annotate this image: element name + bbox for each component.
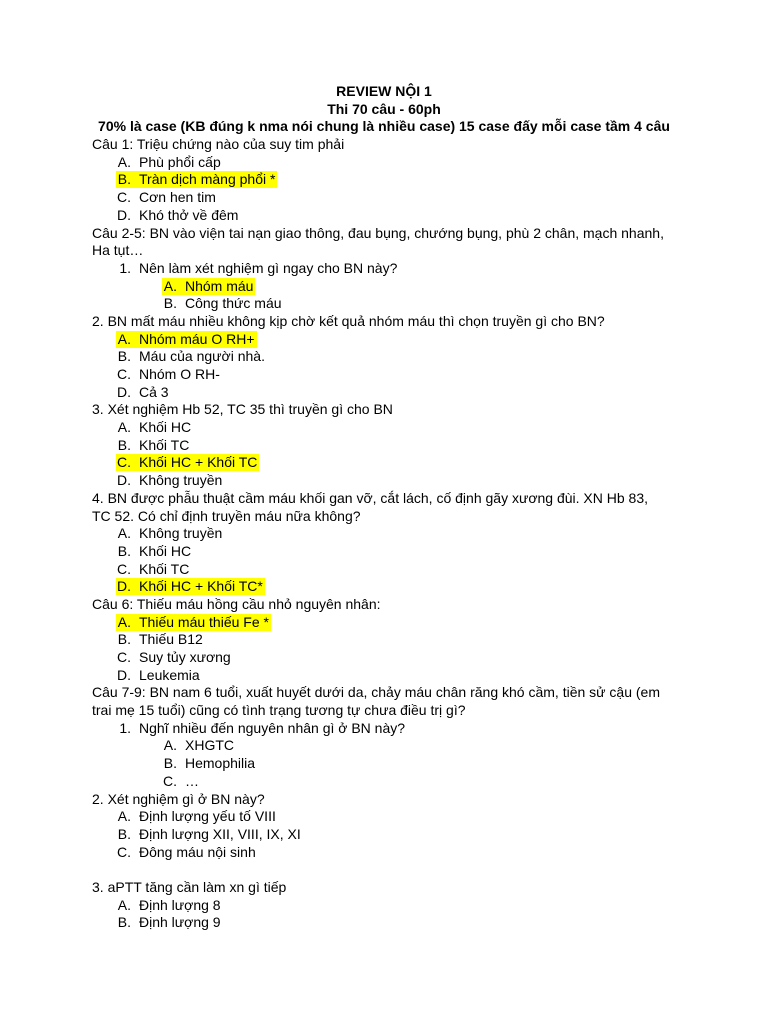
option-marker: C. <box>117 454 131 471</box>
answer-option-highlighted <box>0 278 768 296</box>
question-text: Câu 6: Thiếu máu hồng cầu nhỏ nguyên nhân: <box>92 595 381 612</box>
option-text: Tràn dịch màng phổi * <box>139 171 276 188</box>
answer-option <box>0 437 768 455</box>
option-marker: C. <box>117 560 131 577</box>
option-text: Định lượng 9 <box>139 914 221 931</box>
option-marker: D. <box>117 383 131 400</box>
option-text: Phù phổi cấp <box>139 153 221 170</box>
answer-option <box>0 419 768 437</box>
option-marker: A. <box>163 277 177 294</box>
answer-option <box>0 649 768 667</box>
option-marker: 1. <box>119 719 131 736</box>
option-marker: A. <box>117 153 131 170</box>
question-text: TC 52. Có chỉ định truyền máu nữa không? <box>92 507 361 524</box>
option-text: Định lượng XII, VIII, IX, XI <box>139 825 301 842</box>
answer-option <box>0 384 768 402</box>
option-marker: B. <box>117 348 131 365</box>
option-text: Công thức máu <box>185 295 282 312</box>
option-text: Thiếu B12 <box>139 631 203 648</box>
answer-option <box>0 897 768 915</box>
option-marker: B. <box>163 295 177 312</box>
answer-option <box>0 755 768 773</box>
answer-option <box>0 826 768 844</box>
question-list <box>0 136 768 932</box>
option-marker: D. <box>117 206 131 223</box>
option-text: Khối TC <box>139 436 190 453</box>
question-text: 3. Xét nghiệm Hb 52, TC 35 thì truyền gì cho BN <box>92 401 393 418</box>
question-text: 3. aPTT tăng cần làm xn gì tiếp <box>92 878 287 895</box>
option-text: XHGTC <box>185 737 234 754</box>
option-text: Nghĩ nhiều đến nguyên nhân gì ở BN này? <box>139 719 406 736</box>
answer-option-highlighted <box>0 331 768 349</box>
option-marker: 1. <box>119 259 131 276</box>
question-text: Câu 7-9: BN nam 6 tuổi, xuất huyết dưới da, chảy máu chân răng khó cầm, tiền sử cậu (em <box>92 684 660 701</box>
answer-option <box>0 844 768 862</box>
option-text: Hemophilia <box>185 755 256 772</box>
answer-option <box>0 914 768 932</box>
document-title: REVIEW NỘI 1 <box>336 83 432 99</box>
option-text: Khối HC + Khối TC <box>139 454 258 471</box>
answer-option <box>0 154 768 172</box>
option-text: Khối HC + Khối TC* <box>139 578 263 595</box>
document-note: 70% là case (KB đúng k nma nói chung là nhiều case) 15 case đấy mỗi case tầm 4 câu <box>98 118 670 135</box>
question-text: 2. Xét nghiệm gì ở BN này? <box>92 790 265 807</box>
answer-option <box>0 773 768 791</box>
question-text: 2. BN mất máu nhiều không kịp chờ kết quả nhóm máu thì chọn truyền gì cho BN? <box>92 312 605 329</box>
option-marker: A. <box>117 525 131 542</box>
option-marker: A. <box>117 330 131 347</box>
option-marker: C. <box>163 772 177 789</box>
option-marker: D. <box>117 666 131 683</box>
answer-option <box>0 366 768 384</box>
option-text: Không truyền <box>139 472 223 489</box>
option-text: Khối HC <box>139 542 192 559</box>
answer-option <box>0 808 768 826</box>
option-marker: B. <box>117 436 131 453</box>
option-marker: C. <box>117 843 131 860</box>
answer-option-highlighted <box>0 454 768 472</box>
option-marker: C. <box>117 649 131 665</box>
option-text: Suy tủy xương <box>139 649 231 665</box>
option-text: Khối HC <box>139 419 192 436</box>
option-text: Thiếu máu thiếu Fe * <box>139 613 269 630</box>
document-subtitle: Thi 70 câu - 60ph <box>327 100 441 117</box>
option-marker: A. <box>117 419 131 436</box>
answer-option <box>0 348 768 366</box>
answer-option <box>0 189 768 207</box>
option-marker: B. <box>117 914 131 931</box>
option-marker: B. <box>163 755 177 772</box>
question-text: Câu 2-5: BN vào viện tai nạn giao thông, đau bụng, chướng bụng, phù 2 chân, mạch nhanh, <box>92 224 664 241</box>
option-marker: A. <box>163 737 177 754</box>
answer-option-highlighted <box>0 614 768 632</box>
answer-option <box>0 667 768 685</box>
option-text: Máu của người nhà. <box>139 348 265 365</box>
answer-option <box>0 525 768 543</box>
option-text: … <box>185 772 199 789</box>
option-marker: D. <box>117 578 131 595</box>
answer-option <box>0 295 768 313</box>
option-marker: C. <box>117 366 131 382</box>
option-marker: A. <box>117 808 131 825</box>
option-text: Cơn hen tim <box>139 189 216 206</box>
document-page <box>0 83 768 932</box>
answer-option-highlighted <box>0 171 768 189</box>
option-marker: A. <box>117 896 131 913</box>
answer-option <box>0 737 768 755</box>
option-marker: A. <box>117 613 131 630</box>
answer-option <box>0 472 768 490</box>
option-text: Cả 3 <box>139 383 169 400</box>
option-text: Nhóm máu <box>185 277 254 294</box>
answer-option <box>0 561 768 579</box>
question-text: trai mẹ 15 tuổi) cũng có tình trạng tương tự chưa điều trị gì? <box>92 702 466 719</box>
option-text: Nhóm máu O RH+ <box>139 330 255 347</box>
option-text: Nên làm xét nghiệm gì ngay cho BN này? <box>139 259 398 276</box>
option-marker: D. <box>117 472 131 489</box>
answer-option <box>0 720 768 738</box>
option-text: Khối TC <box>139 560 190 577</box>
option-marker: B. <box>117 171 131 188</box>
answer-option <box>0 207 768 225</box>
option-marker: B. <box>117 542 131 559</box>
question-text: Câu 1: Triệu chứng nào của suy tim phải <box>92 136 345 153</box>
answer-option-highlighted <box>0 578 768 596</box>
answer-option <box>0 260 768 278</box>
question-text: 4. BN được phẫu thuật cầm máu khối gan vỡ, cắt lách, cố định gãy xương đùi. XN Hb 83, <box>92 489 649 506</box>
answer-option <box>0 543 768 561</box>
option-marker: C. <box>117 189 131 206</box>
option-text: Khó thở về đêm <box>139 206 239 223</box>
option-text: Leukemia <box>139 666 200 683</box>
option-text: Định lượng 8 <box>139 896 221 913</box>
option-marker: B. <box>117 631 131 648</box>
blank-line <box>0 861 768 879</box>
answer-option <box>0 631 768 649</box>
question-text: Ha tụt… <box>92 242 144 259</box>
option-marker: B. <box>117 825 131 842</box>
option-text: Định lượng yếu tố VIII <box>139 808 276 825</box>
option-text: Không truyền <box>139 525 223 542</box>
option-text: Đông máu nội sinh <box>139 843 256 860</box>
option-text: Nhóm O RH- <box>139 366 220 382</box>
